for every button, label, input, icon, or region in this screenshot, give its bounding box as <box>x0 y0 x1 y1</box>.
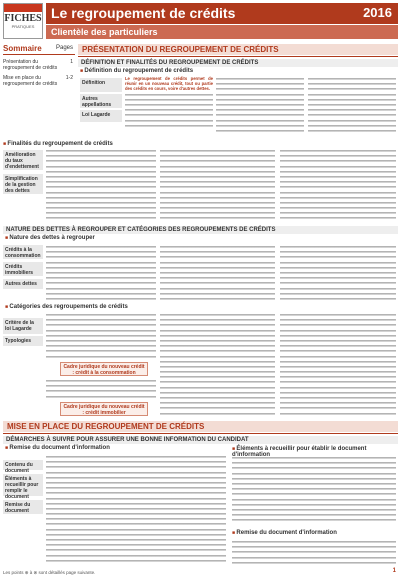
categories-heading: ■ Catégories des regroupements de crédits <box>5 304 128 310</box>
section-heading-presentation: PRÉSENTATION DU REGROUPEMENT DE CRÉDITS <box>78 44 398 55</box>
toc-item[interactable] <box>3 59 75 71</box>
label-amelioration: Amélioration du taux d'endettement <box>3 150 43 170</box>
toc-item-page: 1 <box>70 59 73 65</box>
toc-item-label: Mise en place du regroupement de crédits <box>3 75 58 87</box>
logo-text: FICHES <box>4 13 42 24</box>
footer-note: Les points ⊕ à ⊗ sont détaillés page suivante. <box>3 570 96 575</box>
elements-heading: ■ Éléments à recueillir pour établir le document <box>232 446 396 458</box>
text-column <box>160 244 275 302</box>
label-contenu-document: Contenu du document <box>3 460 43 470</box>
title-band <box>46 3 398 24</box>
toc-heading: Sommaire <box>3 44 42 53</box>
page-title: Le regroupement de crédits <box>51 5 236 21</box>
label-autres-appellations: Autres appellations <box>80 94 122 108</box>
section-heading-text: NATURE DES DETTES À REGROUPER ET CATÉGORIES DES REGROUPEMENTS DE CRÉDITS <box>6 227 276 233</box>
text-column <box>280 312 396 418</box>
text-column <box>46 148 156 223</box>
subsection-heading-text: DÉFINITION ET FINALITÉS DU REGROUPEMENT DE CRÉDITS <box>81 60 259 66</box>
divider <box>78 56 398 57</box>
label-remise-document: Remise du document <box>3 500 43 514</box>
page-subtitle: Clientèle des particuliers <box>46 25 398 39</box>
label-autres-dettes: Autres dettes <box>3 279 43 289</box>
text-column <box>280 244 396 302</box>
finalites-heading: ■ Finalités du regroupement de crédits <box>3 141 113 147</box>
label-simplification: Simplification de la gestion des dettes <box>3 174 43 194</box>
definition-heading: ■ Définition du regroupement de crédits <box>80 68 193 74</box>
text-column <box>232 455 396 527</box>
text-column <box>160 312 275 418</box>
text-column <box>280 148 396 223</box>
toc-item-label: Présentation du regroupement de crédits <box>3 59 58 71</box>
text-column <box>308 76 396 138</box>
page-header <box>0 0 400 42</box>
label-typologies: Typologies <box>3 336 43 346</box>
definition-text-column <box>125 76 213 138</box>
label-credits-immobiliers: Crédits immobiliers <box>3 262 43 276</box>
label-definition: Définition <box>80 78 122 92</box>
text-column <box>216 76 304 138</box>
callout-credit-consommation: Cadre juridique du nouveau crédit : crédit à la consommation <box>60 362 148 376</box>
text-column <box>232 539 396 566</box>
table-of-contents <box>3 44 75 87</box>
page-year: 2016 <box>363 5 392 20</box>
subsection-heading-demarches <box>3 436 398 444</box>
definition-lead: Le regroupement de crédits permet de réunir en un nouveau crédit, tout ou partie des crédits en cours, voire d'autres dettes. <box>125 76 213 92</box>
toc-pages-label: Pages <box>55 45 73 51</box>
label-critere-loi-lagarde: Critère de la loi Lagarde <box>3 318 43 334</box>
label-loi-lagarde: Loi Lagarde <box>80 110 122 122</box>
section-heading-mise-en-place: MISE EN PLACE DU REGROUPEMENT DE CRÉDITS <box>3 421 398 432</box>
toc-item[interactable] <box>3 75 75 87</box>
text-column <box>160 148 275 223</box>
logo-subtext: PRATIQUES <box>11 24 35 29</box>
remise-heading: ■ Remise du document d'information <box>5 445 110 451</box>
subsection-heading-text: DÉMARCHES À SUIVRE POUR ASSURER UNE BONNE INFORMATION DU CANDIDAT <box>6 437 249 443</box>
nature-heading: ■ Nature des dettes à regrouper <box>5 235 95 241</box>
toc-item-page: 1-2 <box>65 75 73 81</box>
text-column <box>46 244 156 302</box>
page-number: 1 <box>392 568 396 574</box>
fiches-pratiques-logo <box>3 3 43 39</box>
label-elements-recueillir: Éléments à recueillir pour remplir le document <box>3 474 43 496</box>
remise-document-heading: ■ Remise du document d'information <box>232 530 337 536</box>
callout-credit-immobilier: Cadre juridique du nouveau crédit : crédit immobilier <box>60 402 148 416</box>
subsection-heading-definition <box>78 59 398 67</box>
divider <box>3 433 398 434</box>
label-credits-consommation: Crédits à la consommation <box>3 245 43 259</box>
section-heading-nature <box>3 226 398 234</box>
text-column <box>46 454 226 566</box>
